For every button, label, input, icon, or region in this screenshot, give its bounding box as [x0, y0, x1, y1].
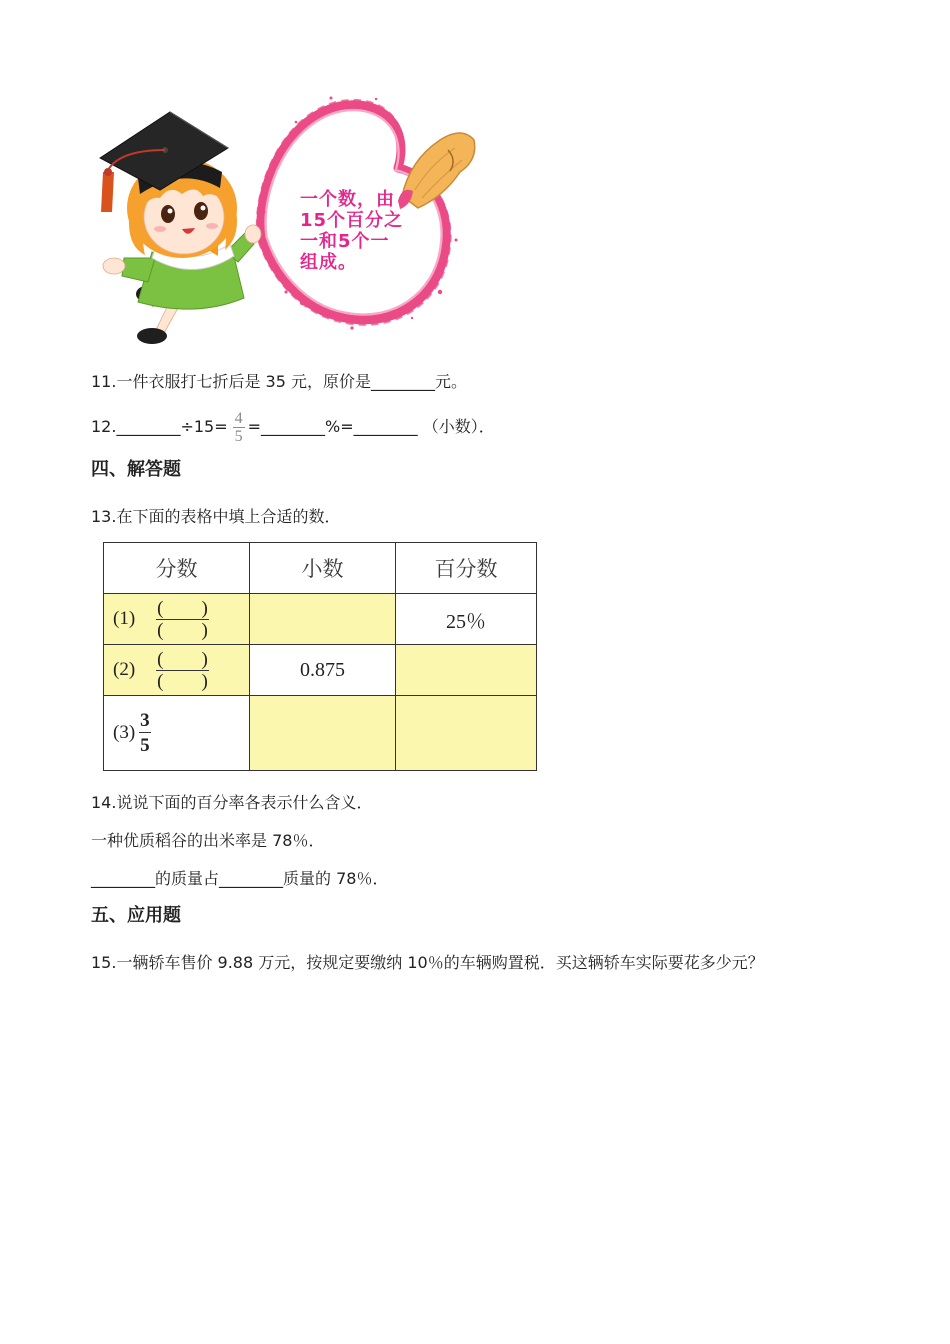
blank-denominator: ( ) [157, 670, 208, 692]
row-label: (3) [113, 722, 136, 743]
section-heading-4: 四、解答题 [91, 459, 181, 480]
header-decimal: 小数 [250, 543, 396, 594]
row3-percent-blank [396, 696, 537, 771]
question-14-fill-line: ________的质量占________质量的 78％． [91, 869, 389, 888]
question-13: 13.在下面的表格中填上合适的数． [91, 507, 341, 526]
question-12 [91, 407, 495, 447]
answer-table [103, 542, 537, 771]
front-shoe [137, 328, 167, 344]
heart-speech-bubble [257, 97, 458, 330]
blank-numerator: ( ) [157, 648, 208, 670]
row3-fraction-cell [104, 696, 250, 771]
row2-decimal: 0.875 [250, 645, 396, 696]
fraction-three-fifths [139, 711, 151, 755]
table-row [104, 594, 537, 645]
student-girl-figure [100, 112, 261, 344]
blank-fraction [156, 598, 209, 641]
row1-fraction-cell [104, 594, 250, 645]
row3-decimal-blank [250, 696, 396, 771]
header-percent: 百分数 [396, 543, 537, 594]
speech-line-4: 组成。 [300, 252, 357, 273]
question-15: 15.一辆轿车售价 9.88 万元，按规定要缴纳 10％的车辆购置税．买这辆轿车实际要花多少元？ [91, 953, 764, 972]
question-14-statement: 一种优质稻谷的出米率是 78％． [91, 831, 325, 850]
fraction-numerator: 3 [140, 710, 150, 731]
speech-line-1: 一个数，由 [300, 189, 395, 210]
question-12-before: 12.________÷15= [91, 417, 228, 436]
question-11: 11.一件衣服打七折后是 35 元，原价是________元。 [91, 372, 467, 391]
row1-decimal-blank [250, 594, 396, 645]
fraction-numerator: 4 [234, 409, 243, 427]
row1-percent: 25％ [396, 594, 537, 645]
question-14: 14.说说下面的百分率各表示什么含义． [91, 793, 373, 812]
question-12-after: =________%=________ （小数）． [247, 417, 495, 436]
fraction-denominator: 5 [234, 427, 243, 445]
speech-line-3: 一和5个一 [300, 231, 390, 252]
blush-left [154, 226, 166, 232]
row-label: (1) [113, 608, 136, 629]
row2-percent-blank [396, 645, 537, 696]
speech-text [300, 188, 403, 273]
left-hand [103, 258, 125, 274]
blush-right [206, 223, 218, 229]
blank-numerator: ( ) [157, 597, 208, 619]
front-leg [156, 305, 178, 333]
illustration [0, 0, 950, 360]
fraction-denominator: 5 [140, 735, 150, 756]
row-label: (2) [113, 659, 136, 680]
blank-denominator: ( ) [157, 619, 208, 641]
fraction-four-fifths [233, 410, 245, 445]
speech-line-2: 15个百分之 [300, 210, 404, 231]
tassel [101, 172, 114, 212]
table-row [104, 696, 537, 771]
row2-fraction-cell [104, 645, 250, 696]
table-header-row [104, 543, 537, 594]
header-fraction: 分数 [104, 543, 250, 594]
right-hand [245, 225, 261, 243]
table-row [104, 645, 537, 696]
blank-fraction [156, 649, 209, 692]
section-heading-5: 五、应用题 [91, 905, 181, 926]
